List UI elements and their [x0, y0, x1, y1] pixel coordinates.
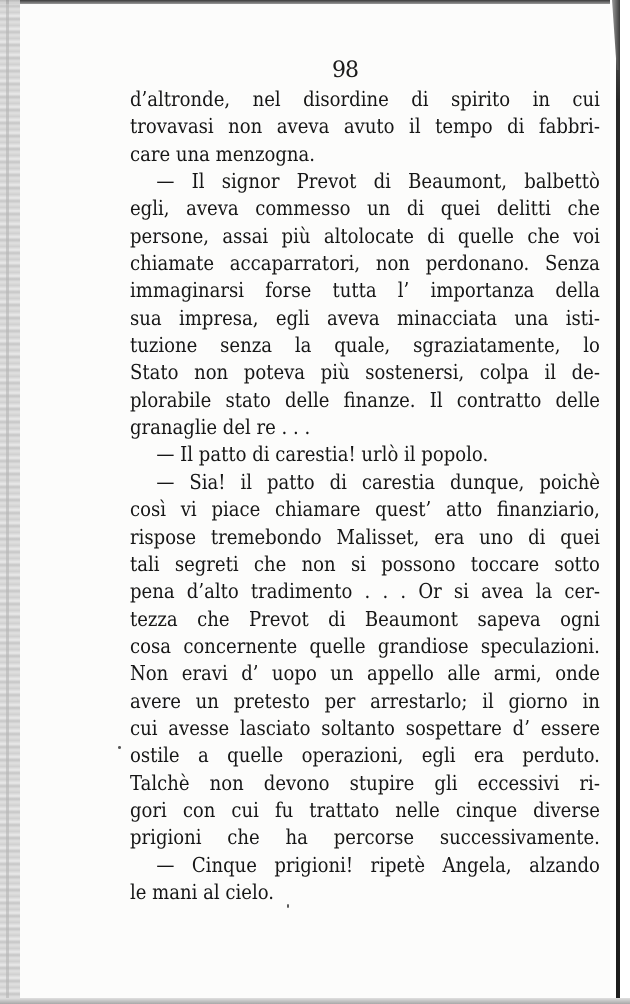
page-binding-margin	[0, 0, 20, 1004]
text-line: tali segreti che non si possono toccare sotto	[130, 551, 600, 576]
text-line: tuzione senza la quale, sgraziatamente, lo	[130, 333, 600, 358]
text-line: le mani al cielo.	[130, 879, 275, 904]
text-line: pena d’alto tradimento . . . Or si avea la cer-	[130, 579, 600, 604]
text-line: gori con cui fu trattato nelle cinque diverse	[130, 797, 600, 822]
text-line: plorabile stato delle finanze. Il contratto delle	[130, 387, 600, 412]
text-line: trovavasi non aveva avuto il tempo di fabbri-	[130, 114, 600, 139]
text-line: — Il signor Prevot di Beaumont, balbettò	[156, 169, 600, 194]
ink-speck	[118, 746, 121, 749]
page-right-edge	[610, 0, 630, 1004]
text-line: immaginarsi forse tutta l’ importanza della	[130, 278, 600, 303]
text-line: Stato non poteva più sostenersi, colpa il de-	[130, 360, 600, 385]
text-line: persone, assai più altolocate di quelle che voi	[130, 223, 600, 248]
ink-speck	[287, 904, 289, 908]
text-line: rispose tremebondo Malisset, era uno di quei	[130, 524, 600, 549]
text-line: sua impresa, egli aveva minacciata una isti-	[130, 305, 600, 330]
text-line: ostile a quelle operazioni, egli era perduto.	[130, 743, 600, 768]
text-line: — Il patto di carestia! urlò il popolo.	[156, 442, 489, 467]
text-line: care una menzogna.	[130, 141, 316, 166]
page-top-edge	[0, 0, 630, 4]
text-line: d’altronde, nel disordine di spirito in cui	[130, 87, 600, 111]
text-line: chiamate accaparratori, non perdonano. Senza	[130, 251, 600, 276]
page-number: 98	[332, 58, 358, 83]
page-bottom-edge	[0, 998, 630, 1004]
text-line: — Sia! il patto di carestia dunque, poichè	[156, 469, 600, 494]
text-line: Talchè non devono stupire gli eccessivi ri-	[130, 770, 600, 795]
body-text	[130, 86, 600, 906]
text-line: tezza che Prevot di Beaumont sapeva ogni	[130, 606, 600, 631]
text-line: prigioni che ha percorse successivamente.	[130, 825, 600, 850]
text-line: Non eravi d’ uopo un appello alle armi, onde	[130, 661, 600, 686]
text-line: cui avesse lasciato soltanto sospettare d’ essere	[130, 715, 600, 740]
text-line: così vi piace chiamare quest’ atto finanziario,	[130, 497, 600, 522]
text-line: cosa concernente quelle grandiose speculazioni.	[130, 633, 600, 658]
text-line: egli, aveva commesso un di quei delitti che	[130, 196, 600, 221]
text-line: granaglie del re . . .	[130, 415, 311, 440]
text-line: — Cinque prigioni! ripetè Angela, alzando	[156, 852, 600, 877]
text-line: avere un pretesto per arrestarlo; il giorno in	[130, 688, 600, 713]
